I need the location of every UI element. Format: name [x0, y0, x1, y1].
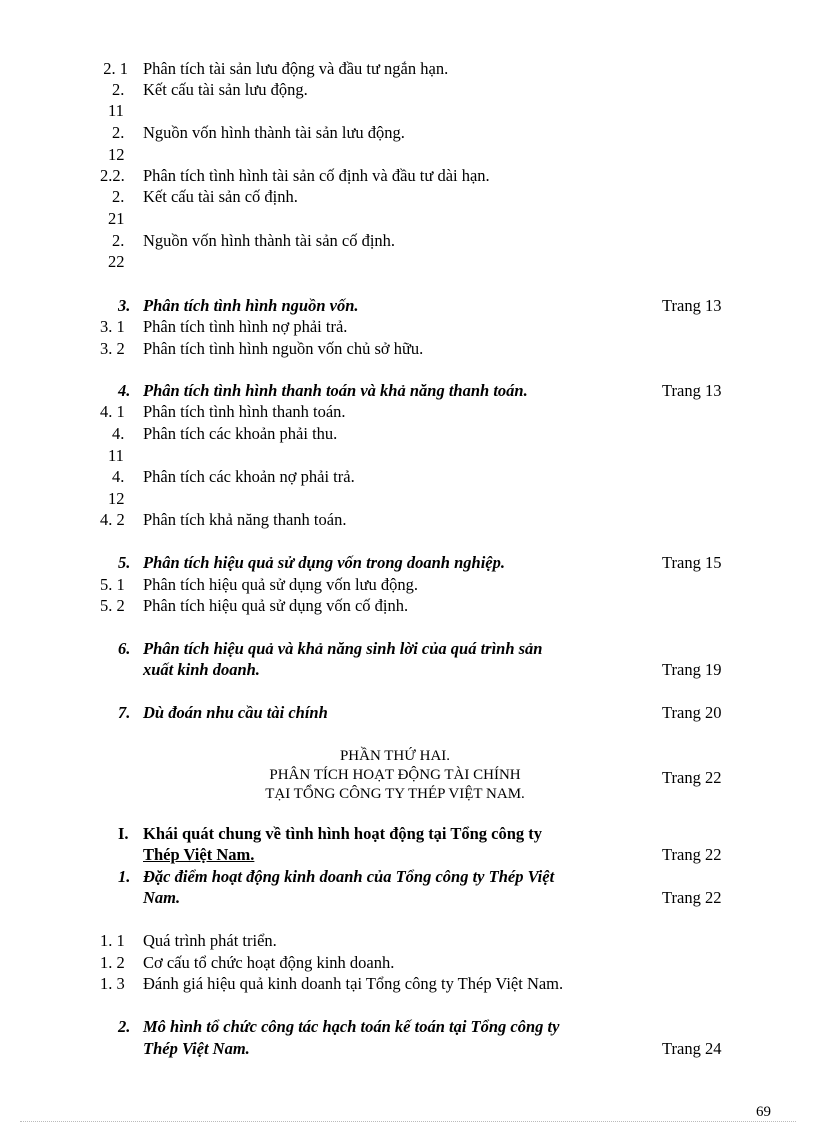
toc-heading-cont: Thép Việt Nam. [143, 845, 255, 864]
toc-number: 4. 2 [100, 510, 125, 529]
toc-number: 5. 1 [100, 575, 125, 594]
toc-text: Phân tích hiệu quả sử dụng vốn cố định. [143, 596, 409, 615]
toc-page: Trang 22 [662, 845, 722, 864]
toc-page: Trang 13 [662, 381, 722, 400]
toc-text: Nguồn vốn hình thành tài sản lưu động. [143, 123, 405, 142]
toc-title: Dù đoán nhu cầu tài chính [143, 703, 328, 722]
toc-number: 5. 2 [100, 596, 125, 615]
toc-text: Đánh giá hiệu quả kinh doanh tại Tổng công ty Thép Việt Nam. [143, 974, 564, 993]
toc-heading-cont: Nam. [143, 888, 181, 907]
part-heading-3: TẠI TỔNG CÔNG TY THÉP VIỆT NAM. [265, 786, 525, 802]
toc-text: Phân tích các khoản nợ phải trả. [143, 467, 355, 486]
toc-number: 2.2. [100, 166, 125, 185]
toc-number: 4. 1 [100, 402, 125, 421]
toc-text: Phân tích hiệu quả sử dụng vốn lưu động. [143, 575, 418, 594]
toc-title: Mô hình tổ chức công tác hạch toán kế toán tại Tổng công ty [143, 1017, 560, 1036]
toc-number: 1. 1 [100, 931, 125, 950]
toc-number: 22 [108, 252, 125, 271]
toc-text: Phân tích tình hình tài sản cố định và đầu tư dài hạn. [143, 166, 490, 185]
toc-number: 2. [112, 123, 125, 142]
toc-number: 1. 2 [100, 953, 125, 972]
toc-text: Cơ cấu tổ chức hoạt động kinh doanh. [143, 953, 395, 972]
toc-number: 3. 2 [100, 339, 125, 358]
toc-text: Kết cấu tài sản cố định. [143, 187, 298, 206]
toc-page: Trang 19 [662, 660, 722, 679]
toc-text: Kết cấu tài sản lưu động. [143, 80, 308, 99]
toc-number: 21 [108, 209, 125, 228]
toc-number: 12 [108, 145, 125, 164]
toc-text: Phân tích tình hình thanh toán. [143, 402, 346, 421]
toc-number: 3. [118, 296, 131, 315]
part-heading-2: PHÂN TÍCH HOẠT ĐỘNG TÀI CHÍNH [269, 767, 521, 783]
toc-page: Trang 22 [662, 768, 722, 787]
toc-number: 1. 3 [100, 974, 125, 993]
toc-heading-cont: Thép Việt Nam. [143, 1039, 250, 1058]
toc-number: 11 [108, 101, 124, 120]
toc-number: 2. [118, 1017, 131, 1036]
toc-text: Phân tích tình hình nợ phải trả. [143, 317, 348, 336]
toc-number: 6. [118, 639, 131, 658]
toc-title: Phân tích hiệu quả và khả năng sinh lời của quá trình sản [143, 639, 543, 658]
toc-title: Phân tích hiệu quả sử dụng vốn trong doanh nghiệp. [143, 553, 505, 572]
toc-title: Phân tích tình hình nguồn vốn. [143, 296, 359, 315]
toc-page: Trang 20 [662, 703, 722, 722]
toc-page: Trang 13 [662, 296, 722, 315]
toc-number: 2. [112, 231, 125, 250]
toc-text: Nguồn vốn hình thành tài sản cố định. [143, 231, 396, 250]
toc-title: Đặc điểm hoạt động kinh doanh của Tổng công ty Thép Việt [143, 867, 555, 886]
toc-number: 4. [118, 381, 131, 400]
toc-heading-cont: xuất kinh doanh. [143, 660, 260, 679]
toc-page: Trang 22 [662, 888, 722, 907]
toc-number: 2. [112, 187, 125, 206]
toc-number: 3. 1 [100, 317, 125, 336]
toc-number: 4. [112, 424, 125, 443]
part-heading-1: PHẦN THỨ HAI. [339, 748, 451, 764]
toc-text: Phân tích tài sản lưu động và đầu tư ngắn hạn. [143, 59, 449, 78]
toc-text: Phân tích tình hình nguồn vốn chủ sở hữu. [143, 339, 424, 358]
toc-text: Quá trình phát triển. [143, 931, 277, 950]
toc-number: 2. 1 [103, 59, 128, 78]
toc-title: Khái quát chung về tình hình hoạt động tại Tổng công ty [143, 824, 543, 843]
toc-number: 2. [112, 80, 125, 99]
footer-divider [20, 1121, 796, 1122]
toc-page: Trang 15 [662, 553, 722, 572]
toc-number: 7. [118, 703, 131, 722]
toc-text: Phân tích khả năng thanh toán. [143, 510, 347, 529]
toc-number: 5. [118, 553, 131, 572]
toc-text: Phân tích các khoản phải thu. [143, 424, 338, 443]
toc-number: 1. [118, 867, 131, 886]
toc-number: I. [118, 824, 129, 843]
toc-page: Trang 24 [662, 1039, 722, 1058]
page-number: 69 [756, 1104, 771, 1120]
toc-number: 11 [108, 446, 124, 465]
toc-number: 12 [108, 489, 125, 508]
toc-number: 4. [112, 467, 125, 486]
toc-title: Phân tích tình hình thanh toán và khả năng thanh toán. [143, 381, 528, 400]
